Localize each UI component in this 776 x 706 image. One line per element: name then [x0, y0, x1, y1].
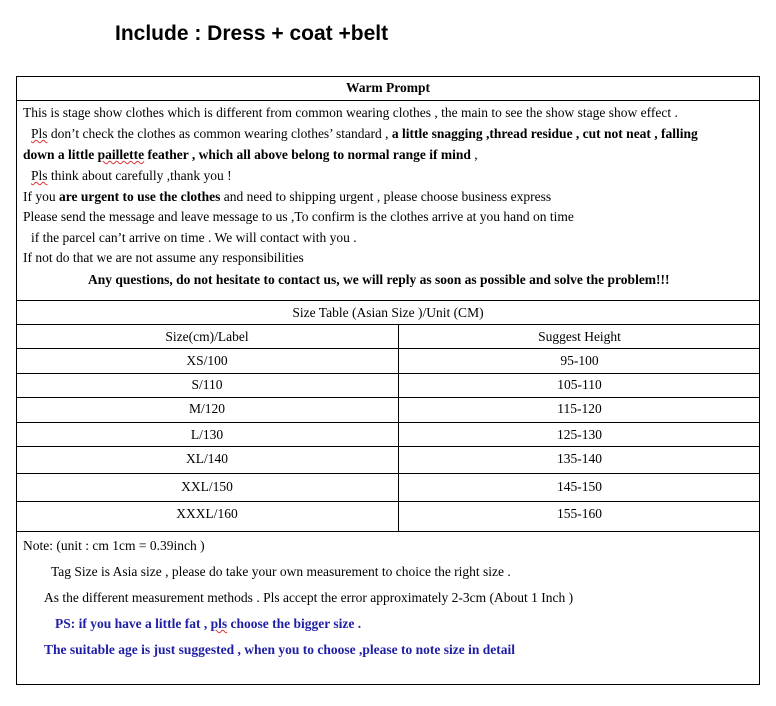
note-text: choose the bigger size .: [227, 616, 362, 631]
height-cell: 125-130: [557, 427, 602, 442]
prompt-bold: down a little: [23, 147, 98, 162]
prompt-line-4: [31, 167, 232, 185]
warm-prompt-header: Warm Prompt: [345, 80, 431, 95]
note-line-3: As the different measurement methods . Pls accept the error approximately 2-3cm (About 1 Inch ): [44, 590, 574, 605]
size-cell: XXXL/160: [176, 506, 238, 521]
height-header: Suggest Height: [538, 329, 621, 344]
size-cell: XL/140: [186, 451, 228, 466]
divider: [16, 501, 760, 502]
prompt-line-9: Any questions, do not hesitate to contact us, we will reply as soon as possible and solve the problem!!!: [88, 272, 670, 287]
pls-word: Pls: [31, 126, 48, 141]
divider: [16, 324, 760, 325]
size-cell: XS/100: [186, 353, 228, 368]
divider: [16, 473, 760, 474]
divider: [16, 446, 760, 447]
height-cell: 115-120: [557, 401, 602, 416]
size-cell: XXL/150: [181, 479, 233, 494]
prompt-bold: feather , which all above belong to normal range if mind: [144, 147, 471, 162]
prompt-bold: a little snagging ,thread residue , cut not neat , falling: [391, 126, 698, 141]
note-line-4: [55, 615, 361, 633]
paillette-word: paillette: [97, 147, 145, 162]
divider: [16, 531, 760, 532]
size-table-caption: Size Table (Asian Size )/Unit (CM): [292, 305, 484, 320]
height-cell: 95-100: [560, 353, 599, 368]
size-cell: L/130: [190, 427, 224, 442]
prompt-line-8: If not do that we are not assume any responsibilities: [23, 250, 304, 265]
divider: [16, 373, 760, 374]
prompt-line-6: Please send the message and leave message to us ,To confirm is the clothes arrive at you hand on time: [23, 209, 574, 224]
note-line-2: Tag Size is Asia size , please do take your own measurement to choice the right size .: [51, 564, 511, 579]
prompt-bold: are urgent to use the clothes: [59, 189, 221, 204]
note-text: PS: if you have a little fat ,: [55, 616, 211, 631]
divider: [16, 300, 760, 301]
height-cell: 105-110: [557, 377, 602, 392]
note-line-5: The suitable age is just suggested , when you to choose ,please to note size in detail: [44, 642, 516, 657]
prompt-text: ,: [470, 147, 478, 162]
divider: [16, 348, 760, 349]
height-cell: 145-150: [557, 479, 602, 494]
prompt-text: think about carefully ,thank you !: [47, 168, 232, 183]
divider: [16, 100, 760, 101]
size-cell: M/120: [188, 401, 225, 416]
prompt-line-2: [31, 125, 698, 143]
height-cell: 155-160: [557, 506, 602, 521]
prompt-text: don’t check the clothes as common wearing clothes’ standard ,: [47, 126, 392, 141]
divider: [16, 397, 760, 398]
prompt-text: and need to shipping urgent , please choose business express: [220, 189, 552, 204]
prompt-line-7: if the parcel can’t arrive on time . We will contact with you .: [31, 230, 357, 245]
prompt-line-5: [23, 188, 551, 206]
prompt-line-3: [23, 146, 478, 164]
height-cell: 135-140: [557, 451, 602, 466]
note-line-1: Note: (unit : cm 1cm = 0.39inch ): [23, 538, 205, 553]
page-title: Include : Dress + coat +belt: [115, 22, 389, 45]
pls-word: Pls: [31, 168, 48, 183]
prompt-text: If you: [23, 189, 59, 204]
size-cell: S/110: [191, 377, 223, 392]
divider: [16, 422, 760, 423]
size-header: Size(cm)/Label: [165, 329, 249, 344]
prompt-line-1: This is stage show clothes which is different from common wearing clothes , the main to see the show stage show effect .: [23, 105, 678, 120]
pls-word: pls: [210, 616, 228, 631]
